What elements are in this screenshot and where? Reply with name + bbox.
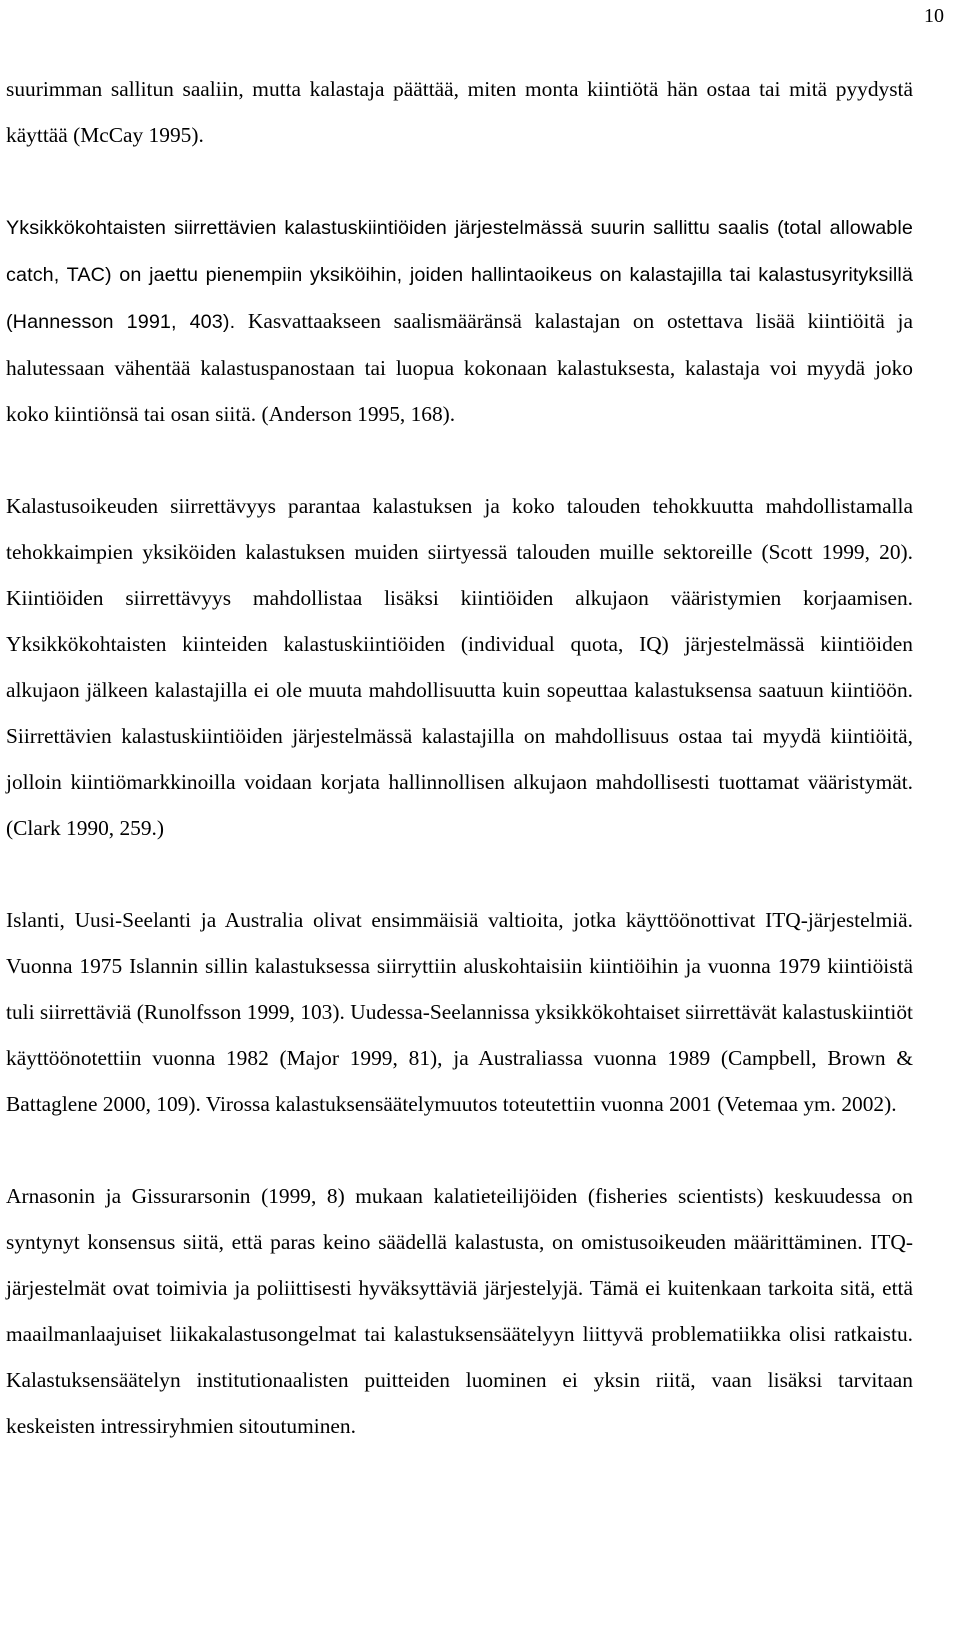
- paragraph-1: suurimman sallitun saaliin, mutta kalastaja päättää, miten monta kiintiötä hän ostaa tai mitä pyydystä käyttää (McCay 1995).: [6, 77, 913, 147]
- paragraph-4: Islanti, Uusi-Seelanti ja Australia olivat ensimmäisiä valtioita, jotka käyttöönottivat ITQ-järjestelmiä. Vuonna 1975 Islannin sillin kalastuksessa siirryttiin aluskohtaisiin kiintiöihin ja vuonna 1979 kiintiöistä tuli siirrettäviä (Runolfsson 1999, 103). Uudessa-Seelannissa yksikkökohtaiset siirrettävät kalastuskiintiöt käyttöönotettiin vuonna 1982 (Major 1999, 81), ja Australiassa vuonna 1989 (Campbell, Brown & Battaglene 2000, 109). Virossa kalastuksensäätelymuutos toteutettiin vuonna 2001 (Vetemaa ym. 2002).: [6, 908, 913, 1116]
- page-number: 10: [924, 5, 944, 27]
- body-text: [6, 66, 913, 1449]
- paragraph-2: [6, 204, 913, 437]
- paragraph-3: Kalastusoikeuden siirrettävyys parantaa kalastuksen ja koko talouden tehokkuutta mahdollistamalla tehokkaimpien yksiköiden kalastuksen muiden siirtyessä talouden muille sektoreille (Scott 1999, 20). Kiintiöiden siirrettävyys mahdollistaa lisäksi kiintiöiden alkujaon vääristymien korjaamisen. Yksikkökohtaisten kiinteiden kalastuskiintiöiden (individual quota, IQ) järjestelmässä kiintiöiden alkujaon jälkeen kalastajilla ei ole muuta mahdollisuutta kuin sopeuttaa kalastuksensa saatuun kiintiöön. Siirrettävien kalastuskiintiöiden järjestelmässä kalastajilla on mahdollisuus ostaa tai myydä kiintiöitä, jolloin kiintiömarkkinoilla voidaan korjata hallinnollisen alkujaon mahdollisesti tuottamat vääristymät. (Clark 1990, 259.): [6, 494, 913, 840]
- paragraph-2-sans-segment: Yksikkökohtaisten siirrettävien kalastuskiintiöiden järjestelmässä suurin sallittu saalis (total allowable catch, TAC) on jaettu pienempiin yksiköihin, joiden hallintaoikeus on kalastajilla tai kalastusyrityksillä (Hannesson 1991, 403).: [6, 217, 913, 333]
- paragraph-2-serif-segment: Kasvattaakseen saalismääränsä kalastajan on ostettava lisää kiintiöitä ja halutessaan vähentää kalastuspanostaan tai luopua kokonaan kalastuksesta, kalastaja voi myydä joko koko kiintiönsä tai osan siitä. (Anderson 1995, 168).: [6, 309, 913, 426]
- paragraph-5: Arnasonin ja Gissurarsonin (1999, 8) mukaan kalatieteilijöiden (fisheries scientists) keskuudessa on syntynyt konsensus siitä, että paras keino säädellä kalastusta, on omistusoikeuden määrittäminen. ITQ-järjestelmät ovat toimivia ja poliittisesti hyväksyttäviä järjestelyjä. Tämä ei kuitenkaan tarkoita sitä, että maailmanlaajuiset liikakalastusongelmat tai kalastuksensäätelyyn liittyvä problematiikka olisi ratkaistu. Kalastuksensäätelyn institutionaalisten puitteiden luominen ei yksin riitä, vaan lisäksi tarvitaan keskeisten intressiryhmien sitoutuminen.: [6, 1184, 913, 1438]
